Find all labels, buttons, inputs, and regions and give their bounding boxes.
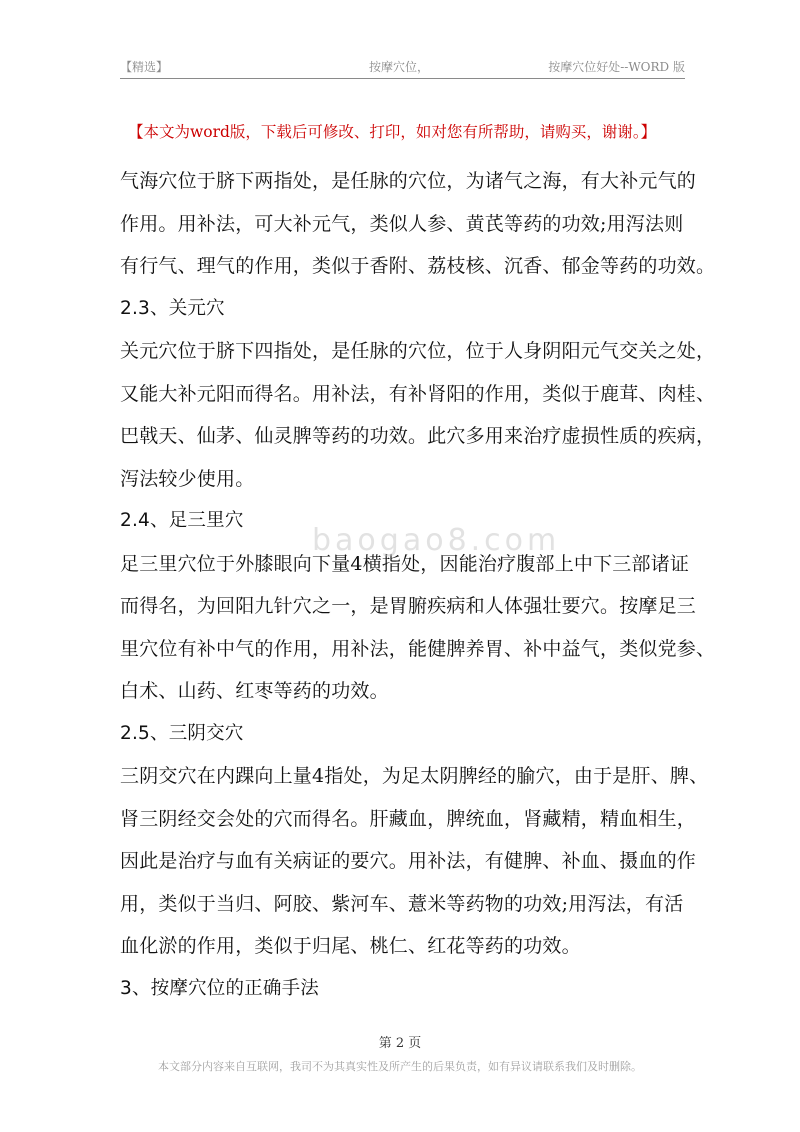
header-center-title: 按摩穴位， [369, 60, 430, 74]
paragraph-line: 气海穴位于脐下两指处，是任脉的穴位，为诸气之海，有大补元气的 [120, 170, 697, 192]
paragraph-line: 肾三阴经交会处的穴而得名。肝藏血，脾统血，肾藏精，精血相生， [120, 807, 697, 830]
paragraph-line: 又能大补元阳而得名。用补法，有补肾阳的作用，类似于鹿茸、肉桂、 [120, 382, 716, 405]
paragraph-line: 用，类似于当归、阿胶、紫河车、薏米等药物的功效;用泻法，有活 [120, 892, 684, 915]
download-notice: 【本文为word版，下载后可修改、打印，如对您有所帮助，请购买，谢谢。】 [128, 123, 657, 141]
paragraph-line: 泻法较少使用。 [120, 467, 255, 490]
section-heading: 2.5、三阴交穴 [120, 722, 244, 744]
paragraph-line: 作用。用补法，可大补元气，类似人参、黄芪等药的功效;用泻法则 [120, 212, 684, 235]
header-left-label: 【精选】 [120, 60, 169, 74]
paragraph-line: 白术、山药、红枣等药的功效。 [120, 680, 389, 702]
document-body [120, 160, 716, 1010]
site-watermark: baogao8.com [312, 523, 561, 558]
paragraph-line: 血化淤的作用，类似于归尾、桃仁、红花等药的功效。 [120, 935, 581, 957]
paragraph-line: 关元穴位于脐下四指处，是任脉的穴位，位于人身阴阳元气交关之处， [120, 340, 716, 362]
page-number: 第 2 页 [378, 1036, 422, 1051]
section-heading: 2.4、足三里穴 [120, 510, 244, 531]
paragraph-line: 里穴位有补中气的作用，用补法，能健脾养胃、补中益气，类似党参、 [120, 637, 716, 660]
paragraph-line: 有行气、理气的作用，类似于香附、荔枝核、沉香、郁金等药的功效。 [120, 255, 716, 277]
page-header [120, 56, 685, 79]
footer-disclaimer: 本文部分内容来自互联网，我司不为其真实性及所产生的后果负责，如有异议请联系我们及时删除。 [158, 1060, 642, 1073]
paragraph-line: 而得名，为回阳九针穴之一，是胃腑疾病和人体强壮要穴。按摩足三 [120, 595, 697, 617]
paragraph-line: 因此是治疗与血有关病证的要穴。用补法，有健脾、补血、摄血的作 [120, 850, 697, 872]
section-heading: 2.3、关元穴 [120, 297, 225, 319]
paragraph-line: 三阴交穴在内踝向上量4指处，为足太阴脾经的腧穴，由于是肝、脾、 [120, 765, 709, 787]
header-right-title: 按摩穴位好处--WORD 版 [548, 60, 685, 74]
paragraph-line: 足三里穴位于外膝眼向下量4横指处，因能治疗腹部上中下三部诸证 [120, 552, 690, 575]
section-heading: 3、按摩穴位的正确手法 [120, 977, 319, 999]
paragraph-line: 巴戟天、仙茅、仙灵脾等药的功效。此穴多用来治疗虚损性质的疾病， [120, 425, 716, 447]
